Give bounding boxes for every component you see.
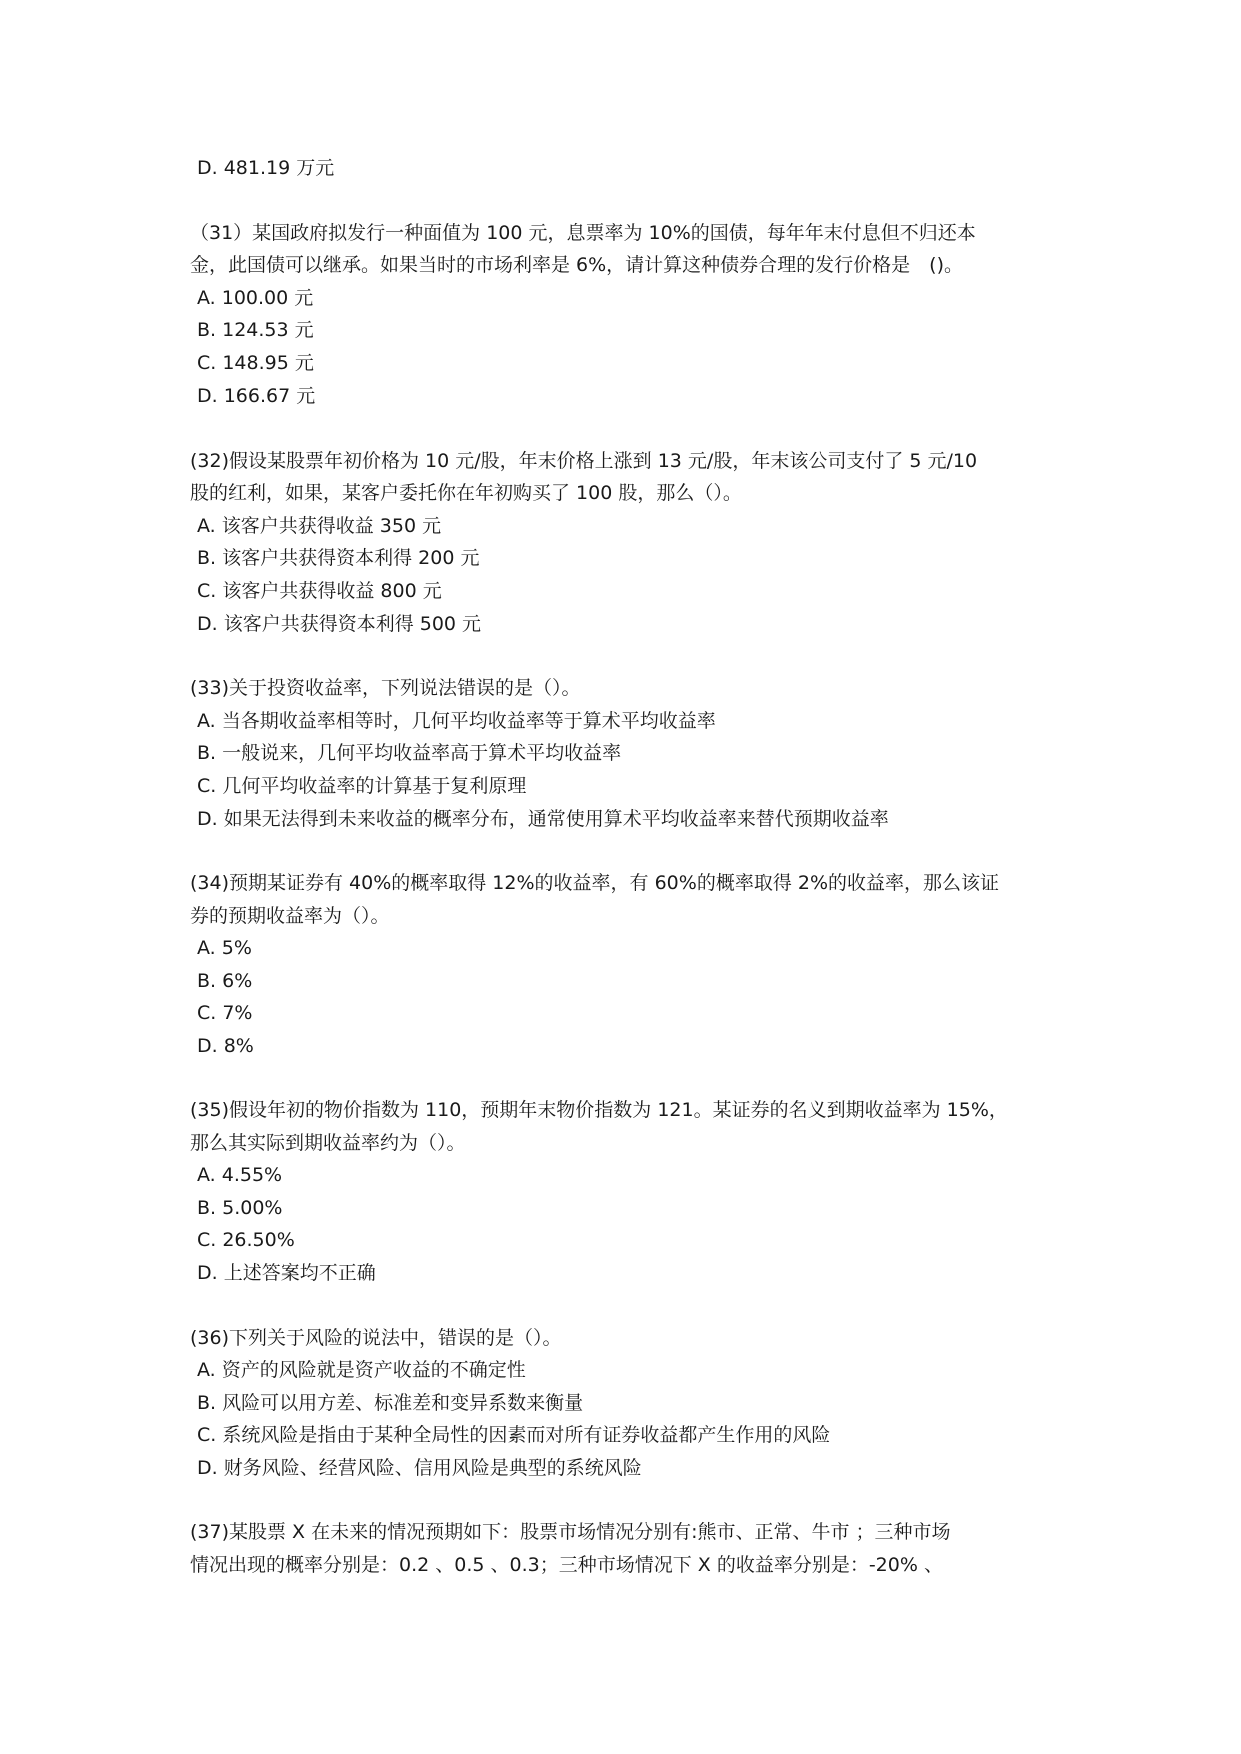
question-36-option-c: C. 系统风险是指由于某种全局性的因素而对所有证券收益都产生作用的风险 (197, 1424, 831, 1446)
question-32-line-2: 股的红利，如果，某客户委托你在年初购买了 100 股，那么（）。 (190, 482, 742, 504)
question-31-option-a: A. 100.00 元 (197, 287, 314, 309)
question-36-line-1: (36)下列关于风险的说法中，错误的是（）。 (190, 1327, 562, 1349)
question-31-option-b: B. 124.53 元 (197, 319, 314, 341)
question-34-line-1: (34)预期某证券有 40%的概率取得 12%的收益率，有 60%的概率取得 2%的收益率，那么该证 (190, 872, 999, 894)
question-32-option-b: B. 该客户共获得资本利得 200 元 (197, 547, 480, 569)
question-36-option-d: D. 财务风险、经营风险、信用风险是典型的系统风险 (197, 1457, 642, 1479)
question-35-option-d: D. 上述答案均不正确 (197, 1262, 376, 1284)
question-35-line-2: 那么其实际到期收益率约为（）。 (190, 1132, 466, 1154)
question-36-option-a: A. 资产的风险就是资产收益的不确定性 (197, 1359, 526, 1381)
question-34-option-c: C. 7% (197, 1002, 253, 1024)
option-d-prev: D. 481.19 万元 (197, 157, 335, 179)
question-35-line-1: (35)假设年初的物价指数为 110，预期年末物价指数为 121。某证券的名义到期收益率为 15%， (190, 1099, 1008, 1121)
question-34-line-2: 券的预期收益率为（）。 (190, 905, 390, 927)
question-33-option-a: A. 当各期收益率相等时，几何平均收益率等于算术平均收益率 (197, 710, 716, 732)
question-31-line-1: （31）某国政府拟发行一种面值为 100 元，息票率为 10%的国债，每年年末付息但不归还本 (190, 222, 976, 244)
question-32-option-c: C. 该客户共获得收益 800 元 (197, 580, 442, 602)
question-32-line-1: (32)假设某股票年初价格为 10 元/股，年末价格上涨到 13 元/股，年末该公司支付了 5 元/10 (190, 450, 978, 472)
question-32-option-d: D. 该客户共获得资本利得 500 元 (197, 613, 482, 635)
question-34-option-b: B. 6% (197, 970, 253, 992)
question-34-option-a: A. 5% (197, 937, 252, 959)
question-36-option-b: B. 风险可以用方差、标准差和变异系数来衡量 (197, 1392, 584, 1414)
question-33-option-b: B. 一般说来，几何平均收益率高于算术平均收益率 (197, 742, 622, 764)
question-35-option-a: A. 4.55% (197, 1164, 283, 1186)
question-31-option-c: C. 148.95 元 (197, 352, 314, 374)
question-37-line-1: (37)某股票 X 在未来的情况预期如下：股票市场情况分别有:熊市、正常、牛市 ；三种市场 (190, 1521, 951, 1543)
question-31-option-d: D. 166.67 元 (197, 385, 316, 407)
question-33-line-1: (33)关于投资收益率，下列说法错误的是（）。 (190, 677, 581, 699)
question-35-option-c: C. 26.50% (197, 1229, 295, 1251)
question-33-option-c: C. 几何平均收益率的计算基于复利原理 (197, 775, 527, 797)
question-35-option-b: B. 5.00% (197, 1197, 283, 1219)
question-32-option-a: A. 该客户共获得收益 350 元 (197, 515, 442, 537)
question-33-option-d: D. 如果无法得到未来收益的概率分布，通常使用算术平均收益率来替代预期收益率 (197, 808, 889, 830)
question-37-line-2: 情况出现的概率分别是：0.2 、0.5 、0.3；三种市场情况下 X 的收益率分别是：-20% 、 (190, 1554, 943, 1576)
question-31-line-2: 金，此国债可以继承。如果当时的市场利率是 6%，请计算这种债券合理的发行价格是 ()。 (190, 254, 964, 276)
question-34-option-d: D. 8% (197, 1035, 254, 1057)
